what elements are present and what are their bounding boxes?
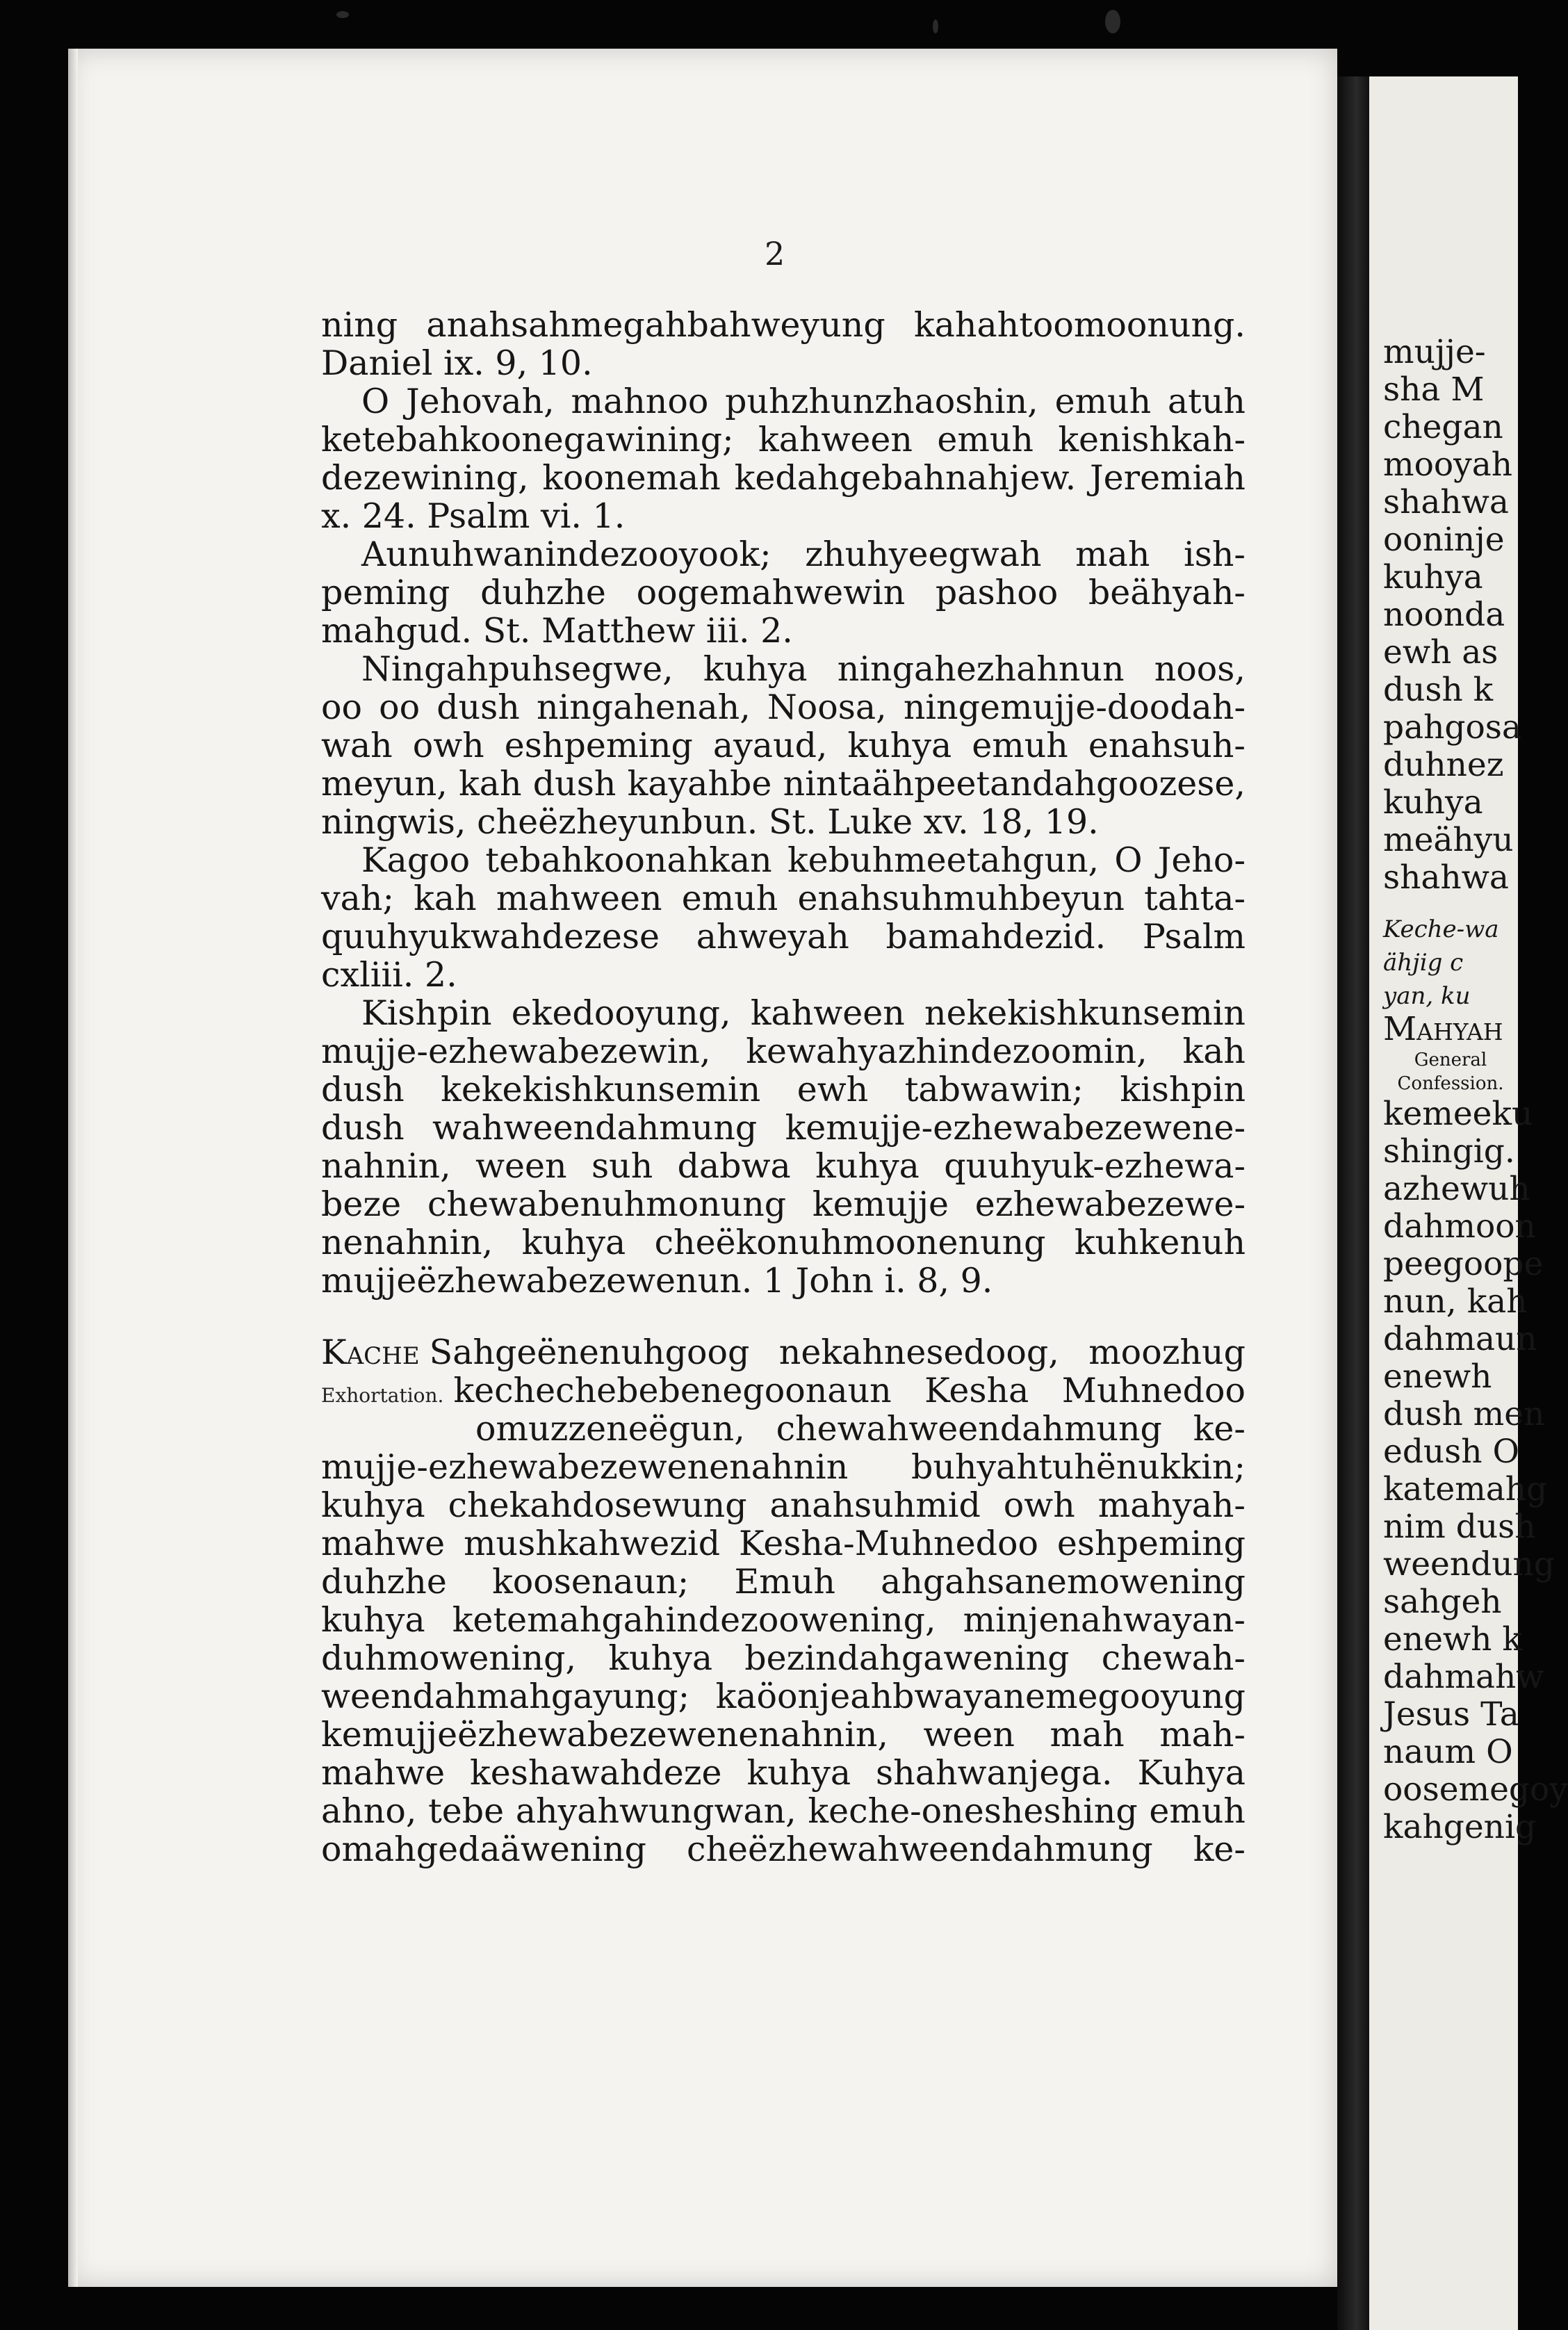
dust-speck: [1105, 10, 1120, 33]
text-line: dush wahweendahmung kemujje-ezhewabezewene-: [321, 1108, 1246, 1148]
facing-text-line: duhnez: [1383, 746, 1504, 784]
facing-text-line: oosemegoy: [1383, 1770, 1568, 1809]
exhortation-lines: [321, 1410, 1246, 1868]
facing-text-line: dahmoon: [1383, 1207, 1536, 1246]
facing-text-line: [1383, 897, 1518, 911]
text-line: mujje-ezhewabezewin, kewahyazhindezoomin, kah: [321, 1032, 1246, 1071]
facing-text-line: nun, kah: [1383, 1282, 1528, 1321]
facing-text-line: katemahg: [1383, 1470, 1548, 1508]
exhortation-line: mujje-ezhewabezewenenahnin buhyahtuhënukkin;: [321, 1447, 1246, 1487]
dust-speck: [933, 19, 938, 33]
facing-text-line: yan, ku: [1383, 982, 1471, 1010]
exhortation-line: ahno, tebe ahyahwungwan, keche-onesheshing emuh: [321, 1791, 1246, 1831]
facing-text-line: naum O: [1383, 1733, 1513, 1771]
facing-text-line: shahwa: [1383, 858, 1509, 897]
text-line: wah owh eshpeming ayaud, kuhya emuh enahsuh-: [321, 726, 1246, 765]
text-line: ketebahkoonegawining; kahween emuh kenishkah-: [321, 420, 1246, 459]
exhortation-line: weendahmahgayung; kaöonjeahbwayanemegooyung: [321, 1677, 1246, 1716]
exhortation-line: omahgedaäwening cheëzhewahweendahmung ke-: [321, 1830, 1246, 1869]
text-line: dezewining, koonemah kedahgebahnahjew. Jeremiah: [321, 458, 1246, 498]
page-number: 2: [765, 235, 785, 272]
section-gap: [321, 1300, 1246, 1333]
facing-text-line: Keche-wa: [1383, 915, 1499, 943]
exhortation-first-line-text: Sahgeënenuhgoog nekahnesedoog, moozhug: [429, 1333, 1246, 1372]
facing-text-line: azhewuh: [1383, 1170, 1530, 1208]
exhortation-line: mahwe mushkahwezid Kesha-Muhnedoo eshpeming: [321, 1524, 1246, 1563]
facing-text-line: ähjig c: [1383, 949, 1464, 977]
facing-text-line: ewh as: [1383, 633, 1498, 671]
facing-page-text: [1383, 333, 1568, 1846]
book-gutter: [1337, 76, 1369, 2330]
text-line: Aunuhwanindezooyook; zhuhyeegwah mah ish-: [361, 535, 1246, 574]
facing-text-line: dush men: [1383, 1395, 1545, 1433]
facing-text-line: shingig.: [1383, 1132, 1515, 1171]
text-line: mahgud. St. Matthew iii. 2.: [321, 611, 793, 651]
text-line: quuhyukwahdezese ahweyah bamahdezid. Psalm: [321, 917, 1246, 956]
main-text-column: [321, 306, 1246, 1868]
facing-text-line: shahwa: [1383, 483, 1509, 521]
exhortation-line: mahwe keshawahdeze kuhya shahwanjega. Kuhya: [321, 1753, 1246, 1793]
text-line: Daniel ix. 9, 10.: [321, 343, 593, 383]
facing-text-line: noonda: [1383, 596, 1505, 634]
text-line: peming duhzhe oogemahwewin pashoo beähyah-: [321, 573, 1246, 612]
text-line: ningwis, cheëzheyunbun. St. Luke xv. 18, 19.: [321, 802, 1099, 842]
exhortation-line: omuzzeneëgun, chewahweendahmung ke-: [475, 1409, 1246, 1449]
text-line: oo oo dush ningahenah, Noosa, ningemujje-doodah-: [321, 687, 1246, 727]
exhortation-second-line: [321, 1371, 1246, 1410]
exhortation-margin-label: Exhortation.: [321, 1384, 444, 1407]
page-edge-shadow: [68, 49, 78, 2287]
facing-text-line: sha M: [1383, 370, 1485, 409]
exhortation-first-line: [321, 1333, 1246, 1371]
facing-text-line: dush k: [1383, 671, 1494, 709]
text-line: meyun, kah dush kayahbe nintaähpeetandahgoozese,: [321, 764, 1246, 804]
text-line: O Jehovah, mahnoo puhzhunzhaoshin, emuh atuh: [361, 382, 1246, 421]
facing-text-line: enewh: [1383, 1358, 1492, 1396]
facing-text-line: nim dush: [1383, 1508, 1536, 1546]
facing-text-line: meähyu: [1383, 821, 1514, 859]
paragraph-lines: [321, 306, 1246, 1300]
facing-text-line: edush O: [1383, 1433, 1520, 1471]
facing-text-line: mooyah: [1383, 446, 1513, 484]
facing-text-line: mujje-: [1383, 333, 1486, 371]
facing-text-line: Jesus Ta: [1383, 1695, 1519, 1734]
facing-text-line: Mahyah: [1383, 1010, 1503, 1048]
text-line: nahnin, ween suh dabwa kuhya quuhyuk-ezhewa-: [321, 1146, 1246, 1186]
facing-text-line: chegan: [1383, 408, 1503, 446]
exhortation-line: kuhya ketemahgahindezoowening, minjenahwayan-: [321, 1600, 1246, 1640]
facing-text-line: pahgosa: [1383, 708, 1521, 747]
facing-text-line: kuhya: [1383, 558, 1483, 596]
text-line: nenahnin, kuhya cheëkonuhmoonenung kuhkenuh: [321, 1223, 1246, 1262]
text-line: mujjeëzhewabezewenun. 1 John i. 8, 9.: [321, 1261, 993, 1301]
text-line: Kagoo tebahkoonahkan kebuhmeetahgun, O Jeho-: [361, 840, 1246, 880]
facing-text-line: kuhya: [1383, 783, 1483, 822]
text-line: dush kekekishkunsemin ewh tabwawin; kishpin: [321, 1070, 1246, 1109]
facing-text-line: kahgenig: [1383, 1808, 1537, 1846]
facing-text-line: General: [1414, 1050, 1487, 1070]
text-line: x. 24. Psalm vi. 1.: [321, 496, 626, 536]
exhortation-line: kemujjeëzhewabezewenenahnin, ween mah mah-: [321, 1715, 1246, 1754]
facing-text-line: kemeeku: [1383, 1095, 1533, 1133]
text-line: vah; kah mahween emuh enahsuhmuhbeyun tahta-: [321, 879, 1246, 918]
text-line: beze chewabenuhmonung kemujje ezhewabezewe-: [321, 1184, 1246, 1224]
facing-text-line: Confession.: [1397, 1073, 1504, 1094]
facing-text-line: peegoope: [1383, 1245, 1544, 1283]
exhortation-lead-word: Kache: [321, 1333, 420, 1372]
text-line: cxliii. 2.: [321, 955, 457, 995]
facing-text-line: weendung: [1383, 1545, 1555, 1583]
text-line: Ningahpuhsegwe, kuhya ningahezhahnun noos,: [361, 649, 1246, 689]
facing-text-line: ooninje: [1383, 521, 1505, 559]
exhortation-second-line-text: kechechebebenegoonaun Kesha Muhnedoo: [453, 1371, 1246, 1410]
facing-text-line: enewh k: [1383, 1620, 1522, 1659]
exhortation-line: duhmowening, kuhya bezindahgawening chewah-: [321, 1638, 1246, 1678]
dust-speck: [336, 11, 349, 18]
exhortation-line: duhzhe koosenaun; Emuh ahgahsanemowening: [321, 1562, 1246, 1602]
facing-text-line: dahmahw: [1383, 1658, 1544, 1696]
facing-text-line: sahgeh: [1383, 1583, 1502, 1621]
text-line: Kishpin ekedooyung, kahween nekekishkunsemin: [361, 993, 1246, 1033]
text-line: ning anahsahmegahbahweyung kahahtoomoonung.: [321, 305, 1246, 345]
facing-text-line: dahmaun: [1383, 1320, 1537, 1358]
exhortation-line: kuhya chekahdosewung anahsuhmid owh mahyah-: [321, 1485, 1246, 1525]
